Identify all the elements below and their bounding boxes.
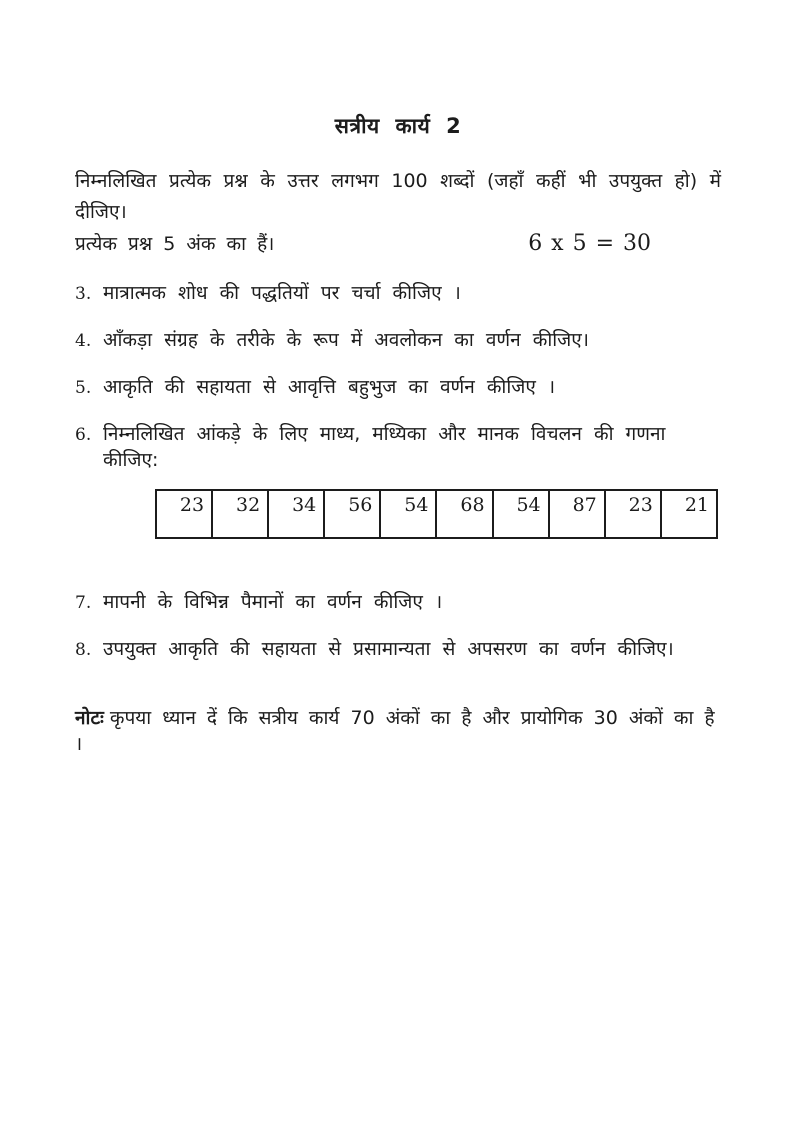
question-7-number: 7. [75,593,92,613]
page-title: सत्रीय कार्य 2 [334,114,462,138]
table-cell: 54 [493,490,549,538]
question-6 [75,421,721,473]
question-8-number: 8. [75,640,92,660]
question-8 [75,636,721,663]
question-4-text: आँकड़ा संग्रह के तरीके के रूप में अवलोकन का वर्णन कीजिए। [103,329,589,351]
table-row [156,490,717,538]
marks-formula: 6 x 5 = 30 [528,231,651,256]
table-cell: 32 [212,490,268,538]
question-3 [75,280,721,307]
question-3-text: मात्रात्मक शोध की पद्धतियों पर चर्चा कीजिए । [103,282,461,304]
question-5 [75,374,721,401]
instructions-line-2-text: प्रत्येक प्रश्न 5 अंक का हैं। [75,233,275,255]
table-cell: 68 [436,490,492,538]
note-block [75,705,721,757]
question-4-number: 4. [75,331,92,351]
question-6-text: निम्नलिखित आंकड़े के लिए माध्य, मध्यिका और मानक विचलन की गणना कीजिए: [103,423,666,471]
table-cell: 23 [605,490,661,538]
question-5-number: 5. [75,378,92,398]
question-7-text: मापनी के विभिन्न पैमानों का वर्णन कीजिए । [103,591,443,613]
table-cell: 87 [549,490,605,538]
note-text: कृपया ध्यान दें कि सत्रीय कार्य 70 अंकों का है और प्रायोगिक 30 अंकों का है । [75,707,715,755]
question-4 [75,327,721,354]
question-6-number: 6. [75,425,92,445]
instructions-block [75,166,721,260]
instructions-line-1: निम्नलिखित प्रत्येक प्रश्न के उत्तर लगभग 100 शब्दों (जहाँ कहीं भी उपयुक्त हो) में दीजिए। [75,170,721,223]
question-5-text: आकृति की सहायता से आवृत्ति बहुभुज का वर्णन कीजिए । [103,376,556,398]
note-label: नोटः [75,707,104,729]
instructions-line-2 [75,228,721,260]
questions-upper [75,280,721,473]
questions-lower [75,589,721,663]
table-cell: 34 [268,490,324,538]
question-6-data-table [155,489,718,539]
table-cell: 21 [661,490,717,538]
question-3-number: 3. [75,284,92,304]
table-cell: 23 [156,490,212,538]
question-7 [75,589,721,616]
table-cell: 56 [324,490,380,538]
table-cell: 54 [380,490,436,538]
question-8-text: उपयुक्त आकृति की सहायता से प्रसामान्यता से अपसरण का वर्णन कीजिए। [103,638,674,660]
